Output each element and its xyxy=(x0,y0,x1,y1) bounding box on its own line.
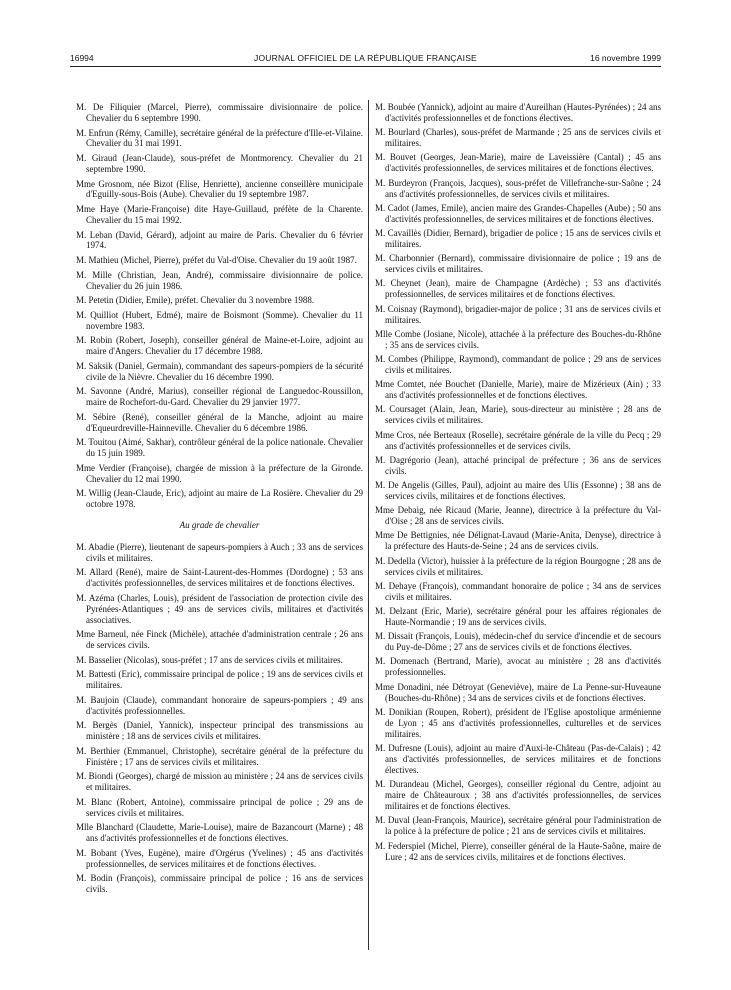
list-item: M. Battesti (Eric), commissaire principal de police ; 19 ans de services civils et militaires. xyxy=(76,669,363,691)
list-item: M. Cadot (James, Emile), ancien maire des Grandes-Chapelles (Aube) ; 50 ans d'activités professionnelles, de services militaires et de fonctions électives. xyxy=(375,202,661,224)
list-item: M. Azéma (Charles, Louis), président de l'association de protection civile des Pyrénées-Atlantiques ; 49 ans de services civils, militaires et d'activités associatives. xyxy=(76,592,363,625)
issue-date: 16 novembre 1999 xyxy=(590,53,661,63)
list-item: Mme De Bettignies, née Délignat-Lavaud (Marie-Anita, Denyse), directrice à la préfecture des Hauts-de-Seine ; 24 ans de services civils. xyxy=(375,530,661,552)
list-item: M. Charbonnier (Bernard), commissaire divisionnaire de police ; 19 ans de services civils et militaires. xyxy=(375,253,661,275)
list-item: M. Giraud (Jean-Claude), sous-préfet de Montmorency. Chevalier du 21 septembre 1990. xyxy=(76,153,363,174)
list-item: M. Duval (Jean-François, Maurice), secrétaire général pour l'administration de la police à la préfecture de police ; 21 ans de services civils et militaires. xyxy=(375,815,661,837)
page-header xyxy=(70,52,661,67)
list-item: M. Enfrun (Rémy, Camille), secrétaire général de la préfecture d'Ille-et-Vilaine. Chevalier du 31 mai 1991. xyxy=(76,127,363,149)
list-item: M. Dagrégorio (Jean), attaché principal de préfecture ; 36 ans de services civils. xyxy=(375,454,661,476)
list-item: M. Willig (Jean-Claude, Eric), adjoint au maire de La Rosière. Chevalier du 29 octobre 1978. xyxy=(76,488,363,510)
list-item: Mme Grosnom, née Bizot (Elise, Henriette), ancienne conseillère municipale d'Eguilly-sous-Bois (Aube). Chevalier du 19 septembre 1987. xyxy=(76,178,363,200)
journal-title: JOURNAL OFFICIEL DE LA RÉPUBLIQUE FRANÇAISE xyxy=(254,53,477,63)
list-item: M. Combes (Philippe, Raymond), commandant de police ; 29 ans de services civils et militaires. xyxy=(375,354,661,375)
column-divider xyxy=(368,100,369,950)
list-item: M. Dissait (François, Louis), médecin-chef du service d'incendie et de secours du Puy-de-Dôme ; 27 ans de services civils et de fonctions électives. xyxy=(375,631,661,653)
list-item: M. Bergès (Daniel, Yannick), inspecteur principal des transmissions au ministère ; 18 ans de services civils et militaires. xyxy=(76,720,363,742)
list-item: Mme Barneul, née Finck (Michèle), attachée d'administration centrale ; 26 ans de services civils. xyxy=(76,629,363,651)
honors-list-chevalier-continued xyxy=(375,102,661,862)
list-item: M. Savonne (André, Marius), conseiller régional de Languedoc-Roussillon, maire de Rochefort-du-Gard. Chevalier du 29 janvier 1977. xyxy=(76,386,363,408)
list-item: M. Bobant (Yves, Eugène), maire d'Orgérus (Yvelines) ; 45 ans d'activités professionnelles, de services militaires et de fonctions électives. xyxy=(76,847,363,869)
list-item: M. Domenach (Bertrand, Marie), avocat au ministère ; 28 ans d'activités professionnelles. xyxy=(375,656,661,678)
list-item: M. Bourlard (Charles), sous-préfet de Marmande ; 25 ans de services civils et militaires. xyxy=(375,127,661,149)
list-item: M. Mathieu (Michel, Pierre), préfet du Val-d'Oise. Chevalier du 19 août 1987. xyxy=(76,255,357,265)
list-item: M. Berthier (Emmanuel, Christophe), secrétaire général de la préfecture du Finistère ; 17 ans de services civils et militaires. xyxy=(76,745,363,767)
list-item: M. De Filiquier (Marcel, Pierre), commissaire divisionnaire de police. Chevalier du 6 septembre 1990. xyxy=(76,102,363,123)
list-item: M. Biondi (Georges), chargé de mission au ministère ; 24 ans de services civils et militaires. xyxy=(76,771,363,793)
list-item: M. Saksik (Daniel, Germain), commandant des sapeurs-pompiers de la sécurité civile de la Nièvre. Chevalier du 16 décembre 1990. xyxy=(76,360,363,382)
list-item: M. Robin (Robert, Joseph), conseiller général de Maine-et-Loire, adjoint au maire d'Angers. Chevalier du 17 décembre 1988. xyxy=(76,335,363,357)
list-item: M. De Angelis (Gilles, Paul), adjoint au maire des Ulis (Essonne) ; 38 ans de services civils, militaires et de fonctions électives. xyxy=(375,480,661,501)
list-item: M. Blanc (Robert, Antoine), commissaire principal de police ; 29 ans de services civils et militaires. xyxy=(76,796,363,818)
page-number: 16994 xyxy=(70,53,94,63)
list-item: M. Dufresne (Louis), adjoint au maire d'Auxi-le-Château (Pas-de-Calais) ; 42 ans d'activités professionnelles, de services militaires et de fonctions électives. xyxy=(375,743,661,775)
list-item: M. Burdeyron (François, Jacques), sous-préfet de Villefranche-sur-Saône ; 24 ans d'activités professionnelles, de services civils et militaires. xyxy=(375,177,661,199)
list-item: Mme Comtet, née Bouchet (Danielle, Marie), maire de Mizérieux (Ain) ; 33 ans d'activités professionnelles et de fonctions électives. xyxy=(375,379,661,401)
list-item: M. Abadie (Pierre), lieutenant de sapeurs-pompiers à Auch ; 33 ans de services civils et militaires. xyxy=(76,541,363,563)
left-column xyxy=(76,102,363,899)
list-item: M. Touitou (Aimé, Sakhar), contrôleur général de la police nationale. Chevalier du 15 juin 1989. xyxy=(76,437,363,459)
list-item: M. Boubée (Yannick), adjoint au maire d'Aureilhan (Hautes-Pyrénées) ; 24 ans d'activités professionnelles et de fonctions électives. xyxy=(375,102,661,123)
list-item: M. Cavaillès (Didier, Bernard), brigadier de police ; 15 ans de services civils et militaires. xyxy=(375,228,661,249)
list-item: Mlle Blanchard (Claudette, Marie-Louise), maire de Bazancourt (Marne) ; 48 ans d'activités professionnelles et de fonctions électives. xyxy=(76,822,363,844)
list-item: M. Federspiel (Michel, Pierre), conseiller général de la Haute-Saône, maire de Lure ; 42 ans de services civils, militaires et de fonctions électives. xyxy=(375,840,661,862)
honors-list-prior-grade xyxy=(76,102,363,510)
list-item: Mme Debaig, née Ricaud (Marie, Jeanne), directrice à la préfecture du Val-d'Oise ; 28 ans de services civils. xyxy=(375,505,661,527)
list-item: M. Leban (David, Gérard), adjoint au maire de Paris. Chevalier du 6 février 1974. xyxy=(76,229,363,251)
list-item: M. Quilliot (Hubert, Edmé), maire de Boismont (Somme). Chevalier du 11 novembre 1983. xyxy=(76,309,363,331)
list-item: M. Sébire (René), conseiller général de la Manche, adjoint au maire d'Equeurdreville-Hainneville. Chevalier du 6 décembre 1986. xyxy=(76,411,363,433)
list-item: M. Dehaye (François), commandant honoraire de police ; 34 ans de services civils et militaires. xyxy=(375,580,661,602)
honors-list-chevalier xyxy=(76,542,363,895)
list-item: M. Bouvet (Georges, Jean-Marie), maire de Laveissière (Cantal) ; 45 ans d'activités professionnelles, de services militaires et de fonctions électives. xyxy=(375,152,661,174)
list-item: M. Bodin (François), commissaire principal de police ; 16 ans de services civils. xyxy=(76,873,363,895)
list-item: M. Dedella (Victor), huissier à la préfecture de la région Bourgogne ; 28 ans de services civils et militaires. xyxy=(375,555,661,577)
list-item: M. Cheynet (Jean), maire de Champagne (Ardèche) ; 53 ans d'activités professionnelles, de services militaires et de fonctions électives. xyxy=(375,278,661,300)
list-item: M. Allard (René), maire de Saint-Laurent-des-Hommes (Dordogne) ; 53 ans d'activités professionnelles, de services militaires et de fonctions électives. xyxy=(76,567,363,589)
list-item: Mme Verdier (Françoise), chargée de mission à la préfecture de la Gironde. Chevalier du 12 mai 1990. xyxy=(76,462,363,484)
list-item: Mme Donadini, née Détroyat (Geneviève), maire de La Penne-sur-Huveaune (Bouches-du-Rhône) ; 34 ans de services civils et de fonctions électives. xyxy=(375,681,661,703)
list-item: M. Basselier (Nicolas), sous-préfet ; 17 ans de services civils et militaires. xyxy=(76,654,343,665)
right-column xyxy=(375,102,661,866)
list-item: Mme Haye (Marie-Françoise) dite Haye-Guillaud, préfète de la Charente. Chevalier du 15 mai 1992. xyxy=(76,204,363,225)
list-item: M. Baujoin (Claude), commandant honoraire de sapeurs-pompiers ; 49 ans d'activités professionnelles. xyxy=(76,694,363,716)
list-item: M. Coursaget (Alain, Jean, Marie), sous-directeur au ministère ; 28 ans de services civils et militaires. xyxy=(375,404,661,426)
list-item: M. Coisnay (Raymond), brigadier-major de police ; 31 ans de services civils et militaires. xyxy=(375,303,661,325)
list-item: Mlle Combe (Josiane, Nicole), attachée à la préfecture des Bouches-du-Rhône ; 35 ans de services civils. xyxy=(375,328,661,350)
list-item: M. Durandeau (Michel, Georges), conseiller régional du Centre, adjoint au maire de Châteauroux ; 38 ans d'activités professionnelles, de services militaires et de fonctions électives. xyxy=(375,779,661,812)
list-item: M. Donikian (Roupen, Robert), président de l'Eglise apostolique arménienne de Lyon ; 45 ans d'activités professionnelles, culturelles et de services militaires. xyxy=(375,706,661,739)
list-item: M. Petetin (Didier, Emile), préfet. Chevalier du 3 novembre 1988. xyxy=(76,295,315,306)
list-item: M. Delzant (Eric, Marie), secrétaire général pour les affaires régionales de Haute-Normandie ; 19 ans de services civils. xyxy=(375,606,661,628)
section-subheading: Au grade de chevalier xyxy=(179,520,260,530)
list-item: M. Mille (Christian, Jean, André), commissaire divisionnaire de police. Chevalier du 26 juin 1986. xyxy=(76,269,363,291)
list-item: Mme Cros, née Berteaux (Roselle), secrétaire générale de la ville du Pecq ; 29 ans d'activités professionnelles et de services civils. xyxy=(375,429,661,451)
